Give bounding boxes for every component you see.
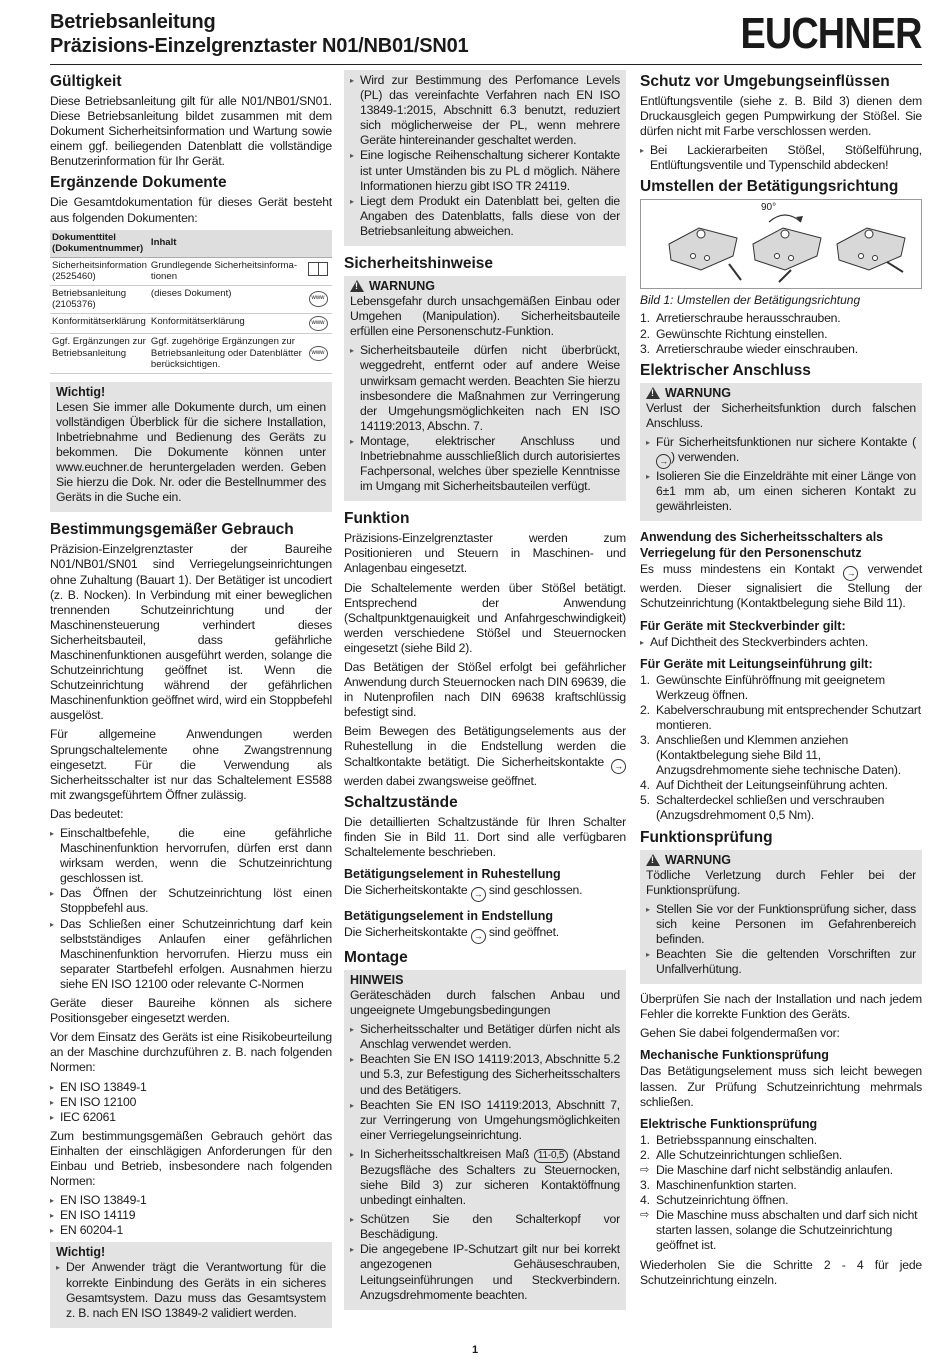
heading-anwendung: Anwendung des Sicherheitsschalters als Verriegelung für den Personenschutz xyxy=(640,530,884,561)
list-item: ▸ EN ISO 13849-1 xyxy=(50,1193,332,1208)
list-item: ▸ Liegt dem Produkt ein Datenblatt bei, gelten die Angaben des Datenblatts, falls diese von der Betriebsanleitung abweichen. xyxy=(350,194,620,239)
www-icon: www xyxy=(309,346,328,362)
list-item: ▸ IEC 62061 xyxy=(50,1110,332,1125)
list-item: 4. Auf Dichtheit der Leitungseinführung achten. xyxy=(640,778,888,793)
mechanisch-text: Das Betätigungselement muss sich leicht bewegen lassen. Zur Prüfung Schutzeinrichtung mehrmals schließen. xyxy=(640,1064,922,1109)
doc-content-cell: (dieses Dokument) xyxy=(149,285,304,313)
anwendung-text: Es muss mindestens ein Kontakt → verwendet werden. Dieser signalisiert die Stellung der Schutzeinrichtung (Kontaktbelegung siehe Bild 11). xyxy=(640,562,923,611)
important-list xyxy=(56,1260,326,1320)
bestimmung-p1: Präzision-Einzelgrenztaster der Baureihe N01/NB01/SN01 sind Verriegelungseinrichtungen ohne Zuhaltung (Bauart 1). Der Betätiger ist uncodiert (z. B. Nocken). In Verbindung mit einer beweglichen trennenden Schutzeinrichtung und der Maschinensteuerung verhindert dieses Sicherheitsbauteil, dass gefährliche Maschinenfunktionen ausgeführt werden, solange die Schutzeinrichtung geöffnet ist. Wenn die Schutzeinrichtung während der gefährlichen Maschinenfunktion geöffnet wird, wird ein Stoppbefehl ausgelöst. xyxy=(50,542,332,723)
switch-head-illustration xyxy=(641,200,921,288)
heading-leitungseinfuehrung: Für Geräte mit Leitungseinführung gilt: xyxy=(640,656,873,671)
figure-1-caption: Bild 1: Umstellen der Betätigungsrichtung xyxy=(640,293,861,308)
warning-box-electrical xyxy=(640,383,922,522)
heading-ruhestellung: Betätigungselement in Ruhestellung xyxy=(344,866,561,881)
continued-box xyxy=(344,70,626,246)
list-item: ▸ EN 60204-1 xyxy=(50,1223,332,1238)
heading-schaltzustaende: Schaltzustände xyxy=(344,793,458,811)
doc-title-cell: Konformitätserklärung xyxy=(50,313,149,334)
www-icon: www xyxy=(309,316,328,332)
bestimmung-p3: Das bedeutet: xyxy=(50,806,124,821)
notice-label: HINWEIS xyxy=(350,972,404,987)
column-1 xyxy=(50,70,332,1336)
heading-schutz: Schutz vor Umgebungseinflüssen xyxy=(640,73,890,90)
pruefung-p3: Wiederholen Sie die Schritte 2 - 4 für jede Schutzeinrichtung einzeln. xyxy=(640,1257,922,1287)
doc-title-cell: Sicherheitsinformation (2525460) xyxy=(50,257,149,285)
bestimmung-list-1 xyxy=(50,826,332,992)
positive-opening-icon: → xyxy=(656,454,671,469)
bestimmung-p6: Zum bestimmungsgemäßen Gebrauch gehört das Einhalten der einschlägigen Anforderungen für den Einbau und Betrieb, insbesondere nach folgenden Normen: xyxy=(50,1128,332,1189)
rotation-angle-label: 90° xyxy=(761,202,777,214)
list-item: 1. Betriebsspannung einschalten. xyxy=(640,1132,817,1147)
list-item: ▸ Beachten Sie die geltenden Vorschriften zur Unfallverhütung. xyxy=(646,947,916,977)
heading-elektrisch: Elektrische Funktionsprüfung xyxy=(640,1116,818,1131)
list-item: 3. Arretierschraube wieder einschrauben. xyxy=(640,341,858,356)
ergaenzend-text: Die Gesamtdokumentation für dieses Gerät besteht aus folgenden Dokumenten: xyxy=(50,195,332,225)
title-line-1: Betriebsanleitung xyxy=(50,11,216,33)
warning-list xyxy=(350,343,620,494)
list-item: ▸ Montage, elektrischer Anschluss und Inbetriebnahme ausschließlich durch autorisiertes Fachpersonal, welches über spezielle Kenntnisse im Umgang mit Sicherheitsbauteilen verfügt. xyxy=(350,434,620,494)
www-icon: www xyxy=(309,291,328,307)
euchner-logo: EUCHNER xyxy=(740,9,922,58)
positive-opening-icon: → xyxy=(843,566,858,581)
doc-title-cell: Ggf. Ergänzungen zur Betriebsanleitung xyxy=(50,334,149,374)
list-item: ▸ In Sicherheitsschaltkreisen Maß 11-0,5 (Abstand Bezugsfläche des Schalters zu Steuernocken, siehe Bild 3) zur sicheren Kontaktöffnung unbedingt einhalten. xyxy=(350,1147,620,1208)
list-item: ▸ EN ISO 13849-1 xyxy=(50,1080,332,1095)
important-label: Wichtig! xyxy=(56,1245,106,1260)
list-item: ▸ Eine logische Reihenschaltung sicherer Kontakte ist unter Umständen bis zu PL d möglich. Nähere Informationen hierzu gibt ISO TR 24119. xyxy=(350,148,620,193)
warning-text: Verlust der Sicherheitsfunktion durch falschen Anschluss. xyxy=(646,400,916,430)
list-item: ▸ Einschaltbefehle, die eine gefährliche Maschinenfunktion hervorrufen, dürfen erst dann wirksam werden, wenn die Schutzeinrichtung geschlossen ist. xyxy=(50,826,332,886)
funktion-p3: Das Betätigen der Stößel erfolgt bei gefährlicher Anwendung durch Steuernocken nach DIN 69639, die in Nutenprofilen nach DIN 69638 kraftschlüssig befestigt sind. xyxy=(344,660,626,720)
list-item: 4. Schutzeinrichtung öffnen. xyxy=(640,1193,789,1208)
list-item: 2. Kabelverschraubung mit entsprechender Schutzart montieren. xyxy=(640,702,921,732)
warning-box-test xyxy=(640,850,922,985)
positive-opening-icon: → xyxy=(471,887,486,902)
warning-icon xyxy=(350,280,364,292)
heading-endstellung: Betätigungselement in Endstellung xyxy=(344,908,554,923)
montage-list-a xyxy=(350,1022,620,1143)
doc-content-cell: Grundlegende Sicherheitsinforma-tionen xyxy=(149,257,304,285)
document-title xyxy=(50,10,468,58)
norms-list-2 xyxy=(50,1193,332,1238)
bestimmung-p5: Vor dem Einsatz des Geräts ist eine Risikobeurteilung an der Maschine durchzuführen z. B. nach folgenden Normen: xyxy=(50,1030,332,1075)
list-item: ▸ Isolieren Sie die Einzeldrähte mit einer Länge von 6±1 mm ab, um einen sicheren Kontakt zu gewährleisten. xyxy=(646,469,916,514)
schutz-p1: Entlüftungsventile (siehe z. B. Bild 3) dienen dem Druckausgleich gegen Pumpwirkung der Stößel. Sie dürfen nicht mit Farbe verschlossen werden. xyxy=(640,94,922,139)
positive-opening-icon: → xyxy=(471,929,486,944)
list-item: ⇨ Die Maschine darf nicht selbständig anlaufen. xyxy=(640,1162,893,1177)
norms-list-1 xyxy=(50,1080,332,1125)
title-line-2: Präzisions-Einzelgrenztaster N01/NB01/SN01 xyxy=(50,35,469,57)
list-item: ▸ Das Schließen einer Schutzeinrichtung darf kein selbstständiges Anlaufen einer gefährlichen Maschinenfunktion hervorrufen. Hierzu muss ein separater Startbefehl erfolgen. Ausnahmen hierzu siehe EN ISO 12100 oder relevante C-Normen xyxy=(50,917,332,992)
list-item: ▸ Sicherheitsschalter und Betätiger dürfen nicht als Anschlag verwendet werden. xyxy=(350,1022,620,1052)
elektrisch-steps xyxy=(640,1133,922,1254)
page-number: 1 xyxy=(471,1344,479,1356)
warning-icon xyxy=(646,387,660,399)
list-item: ▸ Die angegebene IP-Schutzart gilt nur bei korrekt angezogenen Gehäuseschrauben, Leitungseinführungen und Steckverbindern. Anzugsdrehmomente beachten. xyxy=(350,1242,620,1302)
ruhestellung-text: Die Sicherheitskontakte → sind geschlossen. xyxy=(344,883,626,902)
gueltigkeit-text: Diese Betriebsanleitung gilt für alle N01/NB01/SN01. Diese Betriebsanleitung bildet zusammen mit dem Dokument Sicherheitsinformation und Wartung sowie einem ggf. beiliegenden Datenblatt die vollständige Benutzerinformation für Ihr Gerät. xyxy=(50,94,332,169)
list-item: 2. Alle Schutzeinrichtungen schließen. xyxy=(640,1147,843,1162)
bestimmung-p2: Für allgemeine Anwendungen werden Sprungschaltelemente ohne Zwangstrennung eingesetzt. Für die Verwendung als Sicherheitsschalter ist nur das Schaltelement ES588 mit zwangsgeführtem Öffner zulässig. xyxy=(50,727,332,802)
leitung-steps xyxy=(640,673,922,824)
list-item: 3. Anschließen und Klemmen anziehen (Kontaktbelegung siehe Bild 11, Anzugsdrehmomente siehe technische Daten). xyxy=(640,732,901,778)
warning-text: Tödliche Verletzung durch Fehler bei der Funktionsprüfung. xyxy=(646,867,916,897)
heading-mechanisch: Mechanische Funktionsprüfung xyxy=(640,1048,829,1063)
positive-opening-icon: → xyxy=(611,759,626,774)
list-item: ▸ Stellen Sie vor der Funktionsprüfung sicher, dass sich keine Personen im Gefahrenbereich befinden. xyxy=(646,902,916,947)
list-item: ▸ Wird zur Bestimmung des Perfomance Levels (PL) das vereinfachte Verfahren nach EN ISO 13849-1:2015, Abschnitt 6.3 benutzt, reduziert sich möglicherweise der PL, wenn mehrere Geräte hintereinander geschaltet werden. xyxy=(350,73,620,148)
dimension-badge: 11-0,5 xyxy=(534,1149,568,1163)
bestimmung-p4: Geräte dieser Baureihe können als sichere Positionsgeber eingesetzt werden. xyxy=(50,996,332,1026)
montage-list-b xyxy=(350,1212,620,1303)
heading-ergaenzende-dokumente: Ergänzende Dokumente xyxy=(50,174,227,192)
schalt-p1: Die detaillierten Schaltzustände für Ihren Schalter finden Sie in Bild 11. Dort sind alle verfügbaren Schaltelemente beschrieben. xyxy=(344,814,626,859)
important-box-1 xyxy=(50,382,332,513)
heading-funktionspruefung: Funktionsprüfung xyxy=(640,828,773,846)
list-item: ▸ Sicherheitsbauteile dürfen nicht überbrückt, weggedreht, entfernt oder auf andere Weise unwirksam gemacht werden. Beachten Sie hierzu insbesondere die Maßnahmen zur Verringerung der Umgehungsmöglichkeiten nach EN ISO 14119:2013, Abschn. 7. xyxy=(350,343,620,434)
important-text: Lesen Sie immer alle Dokumente durch, um einen vollständigen Überblick für die sichere Installation, Inbetriebnahme und Bedienung des Geräts zu bekommen. Die Dokumente können unter www.euchner.de heruntergeladen werden. Geben Sie hierzu die Dok. Nr. oder die Bestellnummer des Geräts in die Suche ein. xyxy=(56,399,326,505)
table-header-content: Inhalt xyxy=(149,230,304,258)
table-header-title: Dokumenttitel (Dokumentnummer) xyxy=(50,230,149,258)
notice-text: Geräteschäden durch falschen Anbau und ungeeignete Umgebungsbedingungen xyxy=(350,987,620,1018)
heading-elektrischer-anschluss: Elektrischer Anschluss xyxy=(640,361,811,379)
list-item: 1. Gewünschte Einführöffnung mit geeignetem Werkzeug öffnen. xyxy=(640,672,885,702)
heading-montage: Montage xyxy=(344,948,408,966)
list-item: ▸ Für Sicherheitsfunktionen nur sichere Kontakte (→ ) verwenden. xyxy=(646,435,916,469)
warning-label: WARNUNG xyxy=(369,279,435,294)
header-divider xyxy=(50,64,922,65)
warning-icon xyxy=(646,854,660,866)
warning-label: WARNUNG xyxy=(665,385,731,400)
stecker-list xyxy=(640,635,922,650)
doc-title-cell: Betriebsanleitung (2105376) xyxy=(50,285,149,313)
heading-steckverbinder: Für Geräte mit Steckverbinder gilt: xyxy=(640,618,846,633)
list-item: ▸ Bei Lackierarbeiten Stößel, Stößelführung, Entlüftungsventile und Typenschild abdecken! xyxy=(640,143,922,173)
doc-content-cell: Ggf. zugehörige Ergänzungen zur Betriebsanleitung oder Datenblätter berücksichtigen. xyxy=(149,334,304,374)
list-item: 3. Maschinenfunktion starten. xyxy=(640,1178,797,1193)
column-2 xyxy=(344,70,626,1318)
funktion-p2: Die Schaltelemente werden über Stößel betätigt. Entsprechend der Anwendung (Schaltpunktgenauigkeit und Anfahrgeschwindigkeit) werden verschiedene Stößel und Steuernocken eingesetzt (siehe Bild 2). xyxy=(344,580,626,655)
continued-list xyxy=(350,73,620,239)
list-item: ▸ Beachten Sie EN ISO 14119:2013, Abschnitte 5.2 und 5.3, zur Befestigung des Sicherheitsschalters und des Betätigers. xyxy=(350,1052,620,1097)
table-row xyxy=(50,313,332,334)
column-3 xyxy=(640,70,922,1292)
warning-list xyxy=(646,902,916,977)
important-label: Wichtig! xyxy=(56,384,106,399)
table-row xyxy=(50,257,332,285)
funktion-p1: Präzisions-Einzelgrenztaster werden zum Positionieren und Steuern in Maschinen- und Anlagenbau eingesetzt. xyxy=(344,531,626,576)
umstellen-steps xyxy=(640,311,922,356)
book-icon xyxy=(308,262,328,276)
list-item: ▸ Der Anwender trägt die Verantwortung für die korrekte Einbindung des Geräts in ein sicheres Gesamtsystem. Dazu muss das Gesamtsystem z. B. nach EN ISO 13849-2 validiert werden. xyxy=(56,1260,326,1320)
warning-label: WARNUNG xyxy=(665,852,731,867)
list-item: 2. Gewünschte Richtung einstellen. xyxy=(640,326,828,341)
table-row xyxy=(50,334,332,374)
heading-umstellen: Umstellen der Betätigungsrichtung xyxy=(640,178,899,196)
table-row xyxy=(50,285,332,313)
list-item: ▸ Das Öffnen der Schutzeinrichtung löst einen Stoppbefehl aus. xyxy=(50,886,332,916)
list-item: ⇨ Die Maschine muss abschalten und darf sich nicht starten lassen, solange die Schutzeinrichtung geöffnet ist. xyxy=(640,1208,918,1253)
warning-box-safety xyxy=(344,276,626,501)
documents-table xyxy=(50,230,332,374)
endstellung-text: Die Sicherheitskontakte → sind geöffnet. xyxy=(344,925,626,944)
important-box-2 xyxy=(50,1242,332,1327)
list-item: ▸ EN ISO 12100 xyxy=(50,1095,332,1110)
pruefung-p2: Gehen Sie dabei folgendermaßen vor: xyxy=(640,1026,840,1041)
heading-gueltigkeit: Gültigkeit xyxy=(50,73,122,90)
warning-text: Lebensgefahr durch unsachgemäßen Einbau oder Umgehen (Manipulation). Sicherheitsbauteile erfüllen eine Personenschutz-Funktion. xyxy=(350,294,620,339)
pruefung-p1: Überprüfen Sie nach der Installation und nach jedem Fehler die korrekte Funktion des Geräts. xyxy=(640,992,922,1022)
heading-sicherheitshinweise: Sicherheitshinweise xyxy=(344,255,494,273)
list-item: ▸ EN ISO 14119 xyxy=(50,1208,332,1223)
list-item: 1. Arretierschraube herausschrauben. xyxy=(640,311,841,326)
figure-1-rotation xyxy=(640,199,922,289)
list-item: ▸ Auf Dichtheit des Steckverbinders achten. xyxy=(640,635,922,650)
funktion-p4: Beim Bewegen des Betätigungselements aus der Ruhestellung in die Endstellung werden die Schaltkontakte betätigt. Die Sicherheitskontakte → werden dabei zwangsweise geöffnet. xyxy=(344,724,626,788)
doc-content-cell: Konformitätserklärung xyxy=(149,313,304,334)
list-item: 5. Schalterdeckel schließen und verschrauben (Anzugsdrehmoment 0,5 Nm). xyxy=(640,793,885,823)
list-item: ▸ Beachten Sie EN ISO 14119:2013, Abschnitt 7, zur Verringerung von Umgehungsmöglichkeiten einer Verriegelungseinrichtung. xyxy=(350,1098,620,1143)
notice-box-montage xyxy=(344,970,626,1310)
schutz-list xyxy=(640,143,922,173)
heading-bestimmung: Bestimmungsgemäßer Gebrauch xyxy=(50,521,294,539)
heading-funktion: Funktion xyxy=(344,510,410,528)
list-item: ▸ Schützen Sie den Schalterkopf vor Beschädigung. xyxy=(350,1212,620,1242)
